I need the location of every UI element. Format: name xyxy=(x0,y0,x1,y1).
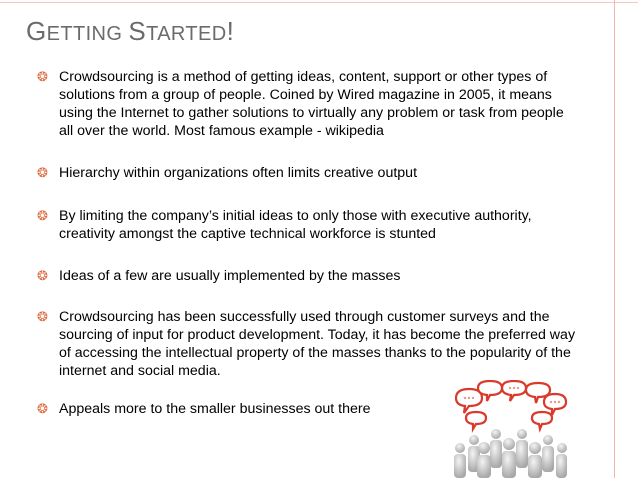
slide-title xyxy=(26,16,234,47)
bullet-marker-icon: ❂ xyxy=(37,69,48,84)
crowd-figures xyxy=(454,429,567,478)
title-part: G xyxy=(26,16,47,46)
title-part: S xyxy=(128,16,147,46)
bullet-text: Appeals more to the smaller businesses out there xyxy=(59,401,371,417)
right-rule xyxy=(614,0,615,478)
bullet-text: Crowdsourcing is a method of getting ideas, content, support or other types of solutions from a group of people. Coined by Wired magazine in 2005, it means using the Internet to gather solutions to virtually any problem or task from people all over the world. Most famous example - wikipedia xyxy=(59,69,564,139)
top-rule xyxy=(0,2,638,3)
bullet-marker-icon: ❂ xyxy=(37,208,48,223)
bullet-marker-icon: ❂ xyxy=(37,165,48,180)
bullet-marker-icon: ❂ xyxy=(37,401,48,416)
bullet-marker-icon: ❂ xyxy=(37,309,48,324)
title-part: ETTING xyxy=(46,23,129,45)
bullet-text: By limiting the company’s initial ideas to only those with executive authority, creativity amongst the captive technical workforce is stunted xyxy=(59,208,532,242)
title-part: ! xyxy=(226,16,235,46)
bullet-text: Ideas of a few are usually implemented by the masses xyxy=(59,268,401,284)
crowd-speech-bubbles-illustration xyxy=(452,380,568,478)
bullet-text: Crowdsourcing has been successfully used through customer surveys and the sourcing of input for product development. Today, it has become the preferred way of accessing the intellectual property of the masses thanks to the popularity of the internet and social media. xyxy=(59,309,576,379)
bullet-text: Hierarchy within organizations often limits creative output xyxy=(59,165,418,181)
title-part: TARTED xyxy=(146,23,227,45)
bullet-marker-icon: ❂ xyxy=(37,268,48,283)
